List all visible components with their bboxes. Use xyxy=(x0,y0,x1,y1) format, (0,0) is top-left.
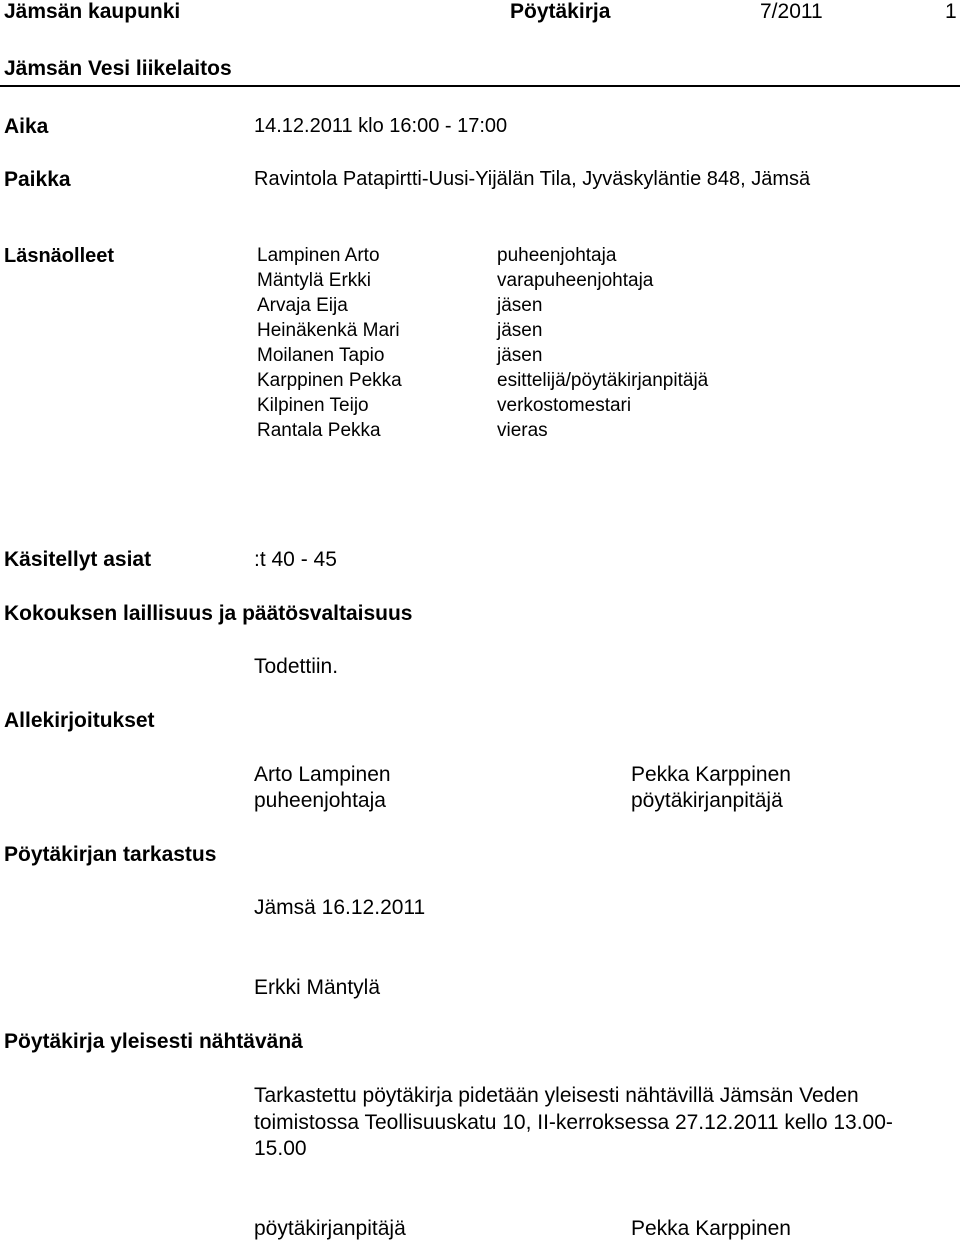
items-label: Käsitellyt asiat xyxy=(4,548,152,571)
signer-role: pöytäkirjanpitäjä xyxy=(254,1217,406,1240)
review-label: Pöytäkirjan tarkastus xyxy=(4,843,217,866)
attendee-row xyxy=(0,371,960,396)
time-label: Aika xyxy=(4,115,49,138)
attendee-row xyxy=(0,321,960,346)
attendee-row xyxy=(0,396,960,421)
attendee-name: Rantala Pekka xyxy=(257,420,381,441)
place-value: Ravintola Patapirtti-Uusi-Yijälän Tila, Jyväskyläntie 848, Jämsä xyxy=(254,168,811,190)
document-number: 7/2011 xyxy=(760,0,823,23)
attendee-row xyxy=(0,271,960,296)
attendee-row xyxy=(0,346,960,371)
page-number: 1 xyxy=(945,0,957,23)
attendee-name: Arvaja Eija xyxy=(257,295,348,316)
attendee-name: Kilpinen Teijo xyxy=(257,395,369,416)
items-value: :t 40 - 45 xyxy=(254,548,337,571)
header-divider xyxy=(0,85,960,87)
reviewer-name: Erkki Mäntylä xyxy=(254,976,381,999)
attendee-role: puheenjohtaja xyxy=(497,245,617,266)
place-label: Paikka xyxy=(4,168,71,191)
attendee-name: Mäntylä Erkki xyxy=(257,270,372,291)
attendee-name: Karppinen Pekka xyxy=(257,370,402,391)
organization-name: Jämsän kaupunki xyxy=(4,0,181,23)
attendee-role: jäsen xyxy=(497,295,543,316)
attendee-row xyxy=(0,421,960,446)
attendee-role: varapuheenjohtaja xyxy=(497,270,654,291)
chair-role: puheenjohtaja xyxy=(254,789,386,812)
public-display-text: Tarkastettu pöytäkirja pidetään yleisesti nähtävillä Jämsän Veden toimistossa Teollisuuskatu 10, II-kerroksessa 27.12.2011 kello 13.00-15.00 xyxy=(254,1084,893,1160)
document-type: Pöytäkirja xyxy=(510,0,611,23)
secretary-role: pöytäkirjanpitäjä xyxy=(631,789,783,812)
attendee-role: esittelijä/pöytäkirjanpitäjä xyxy=(497,370,709,391)
attendee-name: Heinäkenkä Mari xyxy=(257,320,400,341)
unit-name: Jämsän Vesi liikelaitos xyxy=(4,57,232,80)
attendee-name: Moilanen Tapio xyxy=(257,345,385,366)
legality-text: Todettiin. xyxy=(254,655,339,678)
attendees-label: Läsnäolleet xyxy=(4,245,115,267)
attendee-role: jäsen xyxy=(497,345,543,366)
attendee-role: verkostomestari xyxy=(497,395,632,416)
attendee-row xyxy=(0,296,960,321)
attendee-role: vieras xyxy=(497,420,548,441)
secretary-name: Pekka Karppinen xyxy=(631,763,791,786)
time-value: 14.12.2011 klo 16:00 - 17:00 xyxy=(254,115,508,137)
legality-heading: Kokouksen laillisuus ja päätösvaltaisuus xyxy=(4,602,413,625)
public-display-label: Pöytäkirja yleisesti nähtävänä xyxy=(4,1030,303,1053)
signer-name: Pekka Karppinen xyxy=(631,1217,791,1240)
signatures-label: Allekirjoitukset xyxy=(4,709,155,732)
chair-name: Arto Lampinen xyxy=(254,763,391,786)
review-place-date: Jämsä 16.12.2011 xyxy=(254,896,426,919)
attendee-name: Lampinen Arto xyxy=(257,245,380,266)
attendee-role: jäsen xyxy=(497,320,543,341)
attendee-row xyxy=(0,246,960,271)
